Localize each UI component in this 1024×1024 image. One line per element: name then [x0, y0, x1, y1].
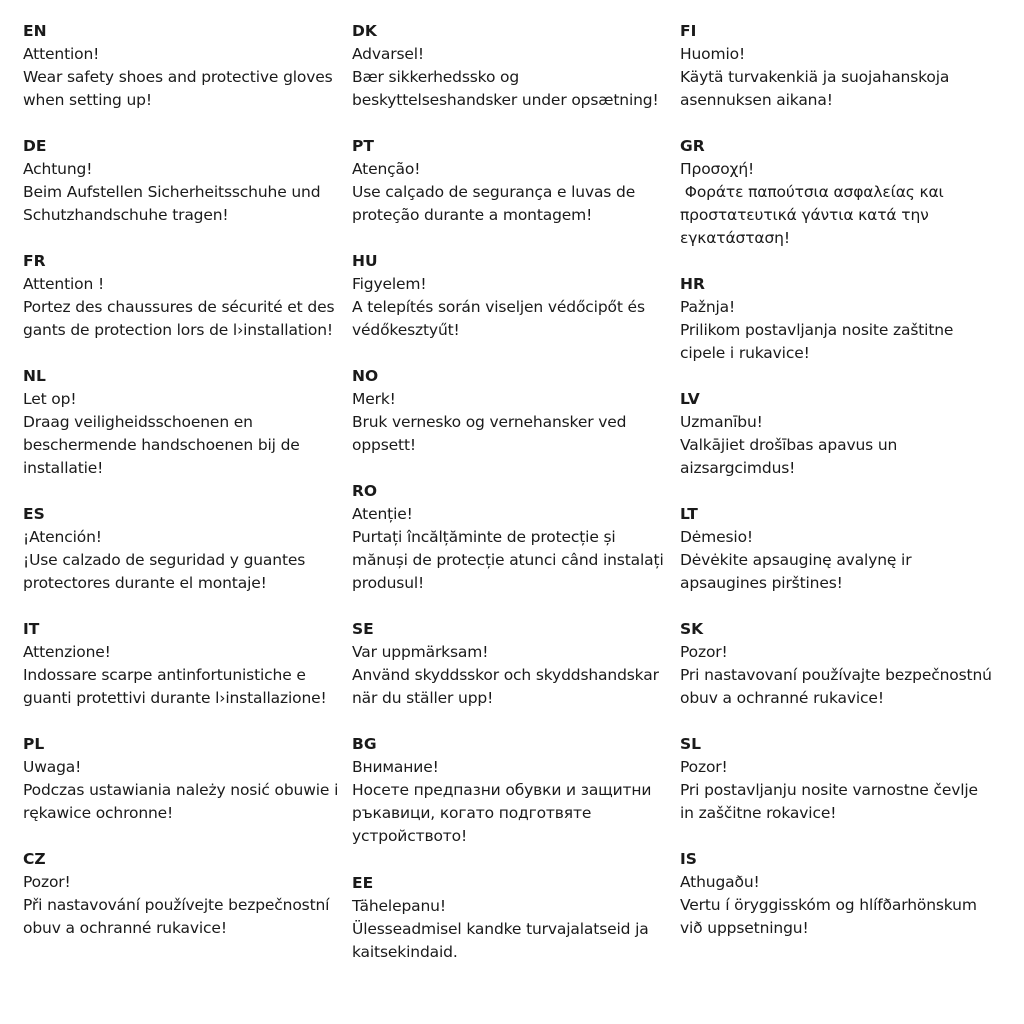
- warning-heading: Attention !: [23, 275, 105, 293]
- language-code: NL: [23, 367, 46, 385]
- language-code: IT: [23, 620, 40, 638]
- language-code: SL: [680, 735, 702, 753]
- warning-text: ръкавици, когато подготвяте: [352, 804, 592, 822]
- language-code: EE: [352, 874, 374, 892]
- warning-block-es: [23, 503, 348, 595]
- language-code: SK: [680, 620, 704, 638]
- language-code: GR: [680, 137, 705, 155]
- language-code: HR: [680, 275, 705, 293]
- warning-text: Vertu í öryggisskóm og hlífðarhönskum: [680, 896, 977, 914]
- warning-block-hu: [352, 250, 677, 342]
- language-code: PT: [352, 137, 374, 155]
- warning-text: protectores durante el montaje!: [23, 574, 267, 592]
- language-code: NO: [352, 367, 379, 385]
- warning-block-se: [352, 618, 677, 710]
- warning-block-nl: [23, 365, 348, 480]
- warning-text: Beim Aufstellen Sicherheitsschuhe und: [23, 183, 321, 201]
- warning-text: Podczas ustawiania należy nosić obuwie i: [23, 781, 339, 799]
- language-code: BG: [352, 735, 377, 753]
- warning-text: apsaugines pirštines!: [680, 574, 843, 592]
- warning-text: in zaščitne rokavice!: [680, 804, 837, 822]
- warning-text: cipele i rukavice!: [680, 344, 810, 362]
- language-code: CZ: [23, 850, 46, 868]
- warning-block-fr: [23, 250, 348, 342]
- warning-heading: Attention!: [23, 45, 100, 63]
- warning-text: Valkājiet drošības apavus un: [680, 436, 898, 454]
- warning-block-fi: [680, 20, 1005, 112]
- warning-text: beskyttelseshandsker under opsætning!: [352, 91, 659, 109]
- warning-text: við uppsetningu!: [680, 919, 809, 937]
- language-code: PL: [23, 735, 45, 753]
- language-code: HU: [352, 252, 378, 270]
- warning-text: Φοράτε παπούτσια ασφαλείας και: [680, 183, 944, 201]
- warning-block-pl: [23, 733, 348, 825]
- warning-text: Indossare scarpe antinfortunistiche e: [23, 666, 306, 684]
- warning-text: Använd skyddsskor och skyddshandskar: [352, 666, 659, 684]
- warning-text: Käytä turvakenkiä ja suojahanskoja: [680, 68, 950, 86]
- warning-text: Při nastavování používejte bezpečnostní: [23, 896, 330, 914]
- warning-heading: Uzmanību!: [680, 413, 763, 431]
- warning-text: Purtați încălțăminte de protecție și: [352, 528, 616, 546]
- warning-block-cz: [23, 848, 348, 940]
- language-code: EN: [23, 22, 47, 40]
- warning-text: Portez des chaussures de sécurité et des: [23, 298, 335, 316]
- warning-block-bg: [352, 733, 677, 848]
- language-code: IS: [680, 850, 697, 868]
- warning-heading: Figyelem!: [352, 275, 427, 293]
- warning-block-dk: [352, 20, 677, 112]
- warning-heading: Tähelepanu!: [352, 897, 446, 915]
- warning-block-no: [352, 365, 677, 457]
- warning-text: kaitsekindaid.: [352, 943, 458, 961]
- warning-heading: Внимание!: [352, 758, 439, 776]
- language-code: LT: [680, 505, 698, 523]
- warning-heading: Pozor!: [680, 643, 728, 661]
- warning-block-hr: [680, 273, 1005, 365]
- warning-text: asennuksen aikana!: [680, 91, 833, 109]
- warning-heading: Huomio!: [680, 45, 746, 63]
- warning-text: proteção durante a montagem!: [352, 206, 593, 224]
- warning-text: obuv a ochranné rukavice!: [23, 919, 227, 937]
- warning-text: A telepítés során viseljen védőcipőt és: [352, 298, 645, 316]
- warning-block-ee: [352, 872, 677, 964]
- warning-text: when setting up!: [23, 91, 152, 109]
- warning-heading: Attenzione!: [23, 643, 111, 661]
- warning-block-ro: [352, 480, 677, 595]
- warning-heading: Uwaga!: [23, 758, 82, 776]
- warning-text: Prilikom postavljanja nosite zaštitne: [680, 321, 954, 339]
- warning-text: Wear safety shoes and protective gloves: [23, 68, 333, 86]
- warning-block-de: [23, 135, 348, 227]
- warning-block-pt: [352, 135, 677, 227]
- warning-text: Schutzhandschuhe tragen!: [23, 206, 229, 224]
- warning-block-sl: [680, 733, 1005, 825]
- warning-block-it: [23, 618, 348, 710]
- language-code: SE: [352, 620, 374, 638]
- warning-text: προστατευτικά γάντια κατά την: [680, 206, 929, 224]
- language-code: FR: [23, 252, 46, 270]
- warning-block-lv: [680, 388, 1005, 480]
- warning-block-lt: [680, 503, 1005, 595]
- warning-text: oppsett!: [352, 436, 416, 454]
- warning-heading: Achtung!: [23, 160, 93, 178]
- warning-heading: Let op!: [23, 390, 77, 408]
- warning-heading: Προσοχή!: [680, 160, 755, 178]
- warning-text: rękawice ochronne!: [23, 804, 174, 822]
- warning-text: gants de protection lors de l›installation!: [23, 321, 333, 339]
- warning-text: aizsargcimdus!: [680, 459, 796, 477]
- warning-block-gr: [680, 135, 1005, 250]
- warning-heading: Pažnja!: [680, 298, 736, 316]
- warning-heading: Var uppmärksam!: [352, 643, 489, 661]
- language-code: ES: [23, 505, 45, 523]
- warning-heading: Atenção!: [352, 160, 421, 178]
- warning-text: Ülesseadmisel kandke turvajalatseid ja: [352, 920, 649, 938]
- warning-text: guanti protettivi durante l›installazione!: [23, 689, 327, 707]
- warning-text: Pri nastavovaní používajte bezpečnostnú: [680, 666, 992, 684]
- warning-heading: Advarsel!: [352, 45, 424, 63]
- warning-block-sk: [680, 618, 1005, 710]
- warning-text: Dėvėkite apsauginę avalynę ir: [680, 551, 912, 569]
- language-code: DE: [23, 137, 47, 155]
- warning-text: produsul!: [352, 574, 425, 592]
- warning-heading: ¡Atención!: [23, 528, 102, 546]
- warning-block-en: [23, 20, 348, 112]
- warning-text: védőkesztyűt!: [352, 321, 460, 339]
- warning-text: Носете предпазни обувки и защитни: [352, 781, 652, 799]
- warning-text: Bær sikkerhedssko og: [352, 68, 520, 86]
- warning-text: beschermende handschoenen bij de: [23, 436, 300, 454]
- warning-heading: Pozor!: [680, 758, 728, 776]
- warning-heading: Athugaðu!: [680, 873, 760, 891]
- warning-heading: Atenție!: [352, 505, 413, 523]
- warning-text: Use calçado de segurança e luvas de: [352, 183, 636, 201]
- warning-heading: Pozor!: [23, 873, 71, 891]
- warning-heading: Merk!: [352, 390, 396, 408]
- warning-text: mănuși de protecție atunci când instalați: [352, 551, 664, 569]
- warning-text: Bruk vernesko og vernehansker ved: [352, 413, 627, 431]
- warning-text: installatie!: [23, 459, 104, 477]
- warning-text: när du ställer upp!: [352, 689, 494, 707]
- warning-text: εγκατάσταση!: [680, 229, 790, 247]
- warning-text: устройството!: [352, 827, 468, 845]
- warning-text: obuv a ochranné rukavice!: [680, 689, 884, 707]
- warning-heading: Dėmesio!: [680, 528, 753, 546]
- language-code: DK: [352, 22, 377, 40]
- language-code: RO: [352, 482, 378, 500]
- warning-block-is: [680, 848, 1005, 940]
- warning-text: Draag veiligheidsschoenen en: [23, 413, 253, 431]
- language-code: FI: [680, 22, 697, 40]
- warning-text: ¡Use calzado de seguridad y guantes: [23, 551, 306, 569]
- language-code: LV: [680, 390, 700, 408]
- warning-text: Pri postavljanju nosite varnostne čevlje: [680, 781, 978, 799]
